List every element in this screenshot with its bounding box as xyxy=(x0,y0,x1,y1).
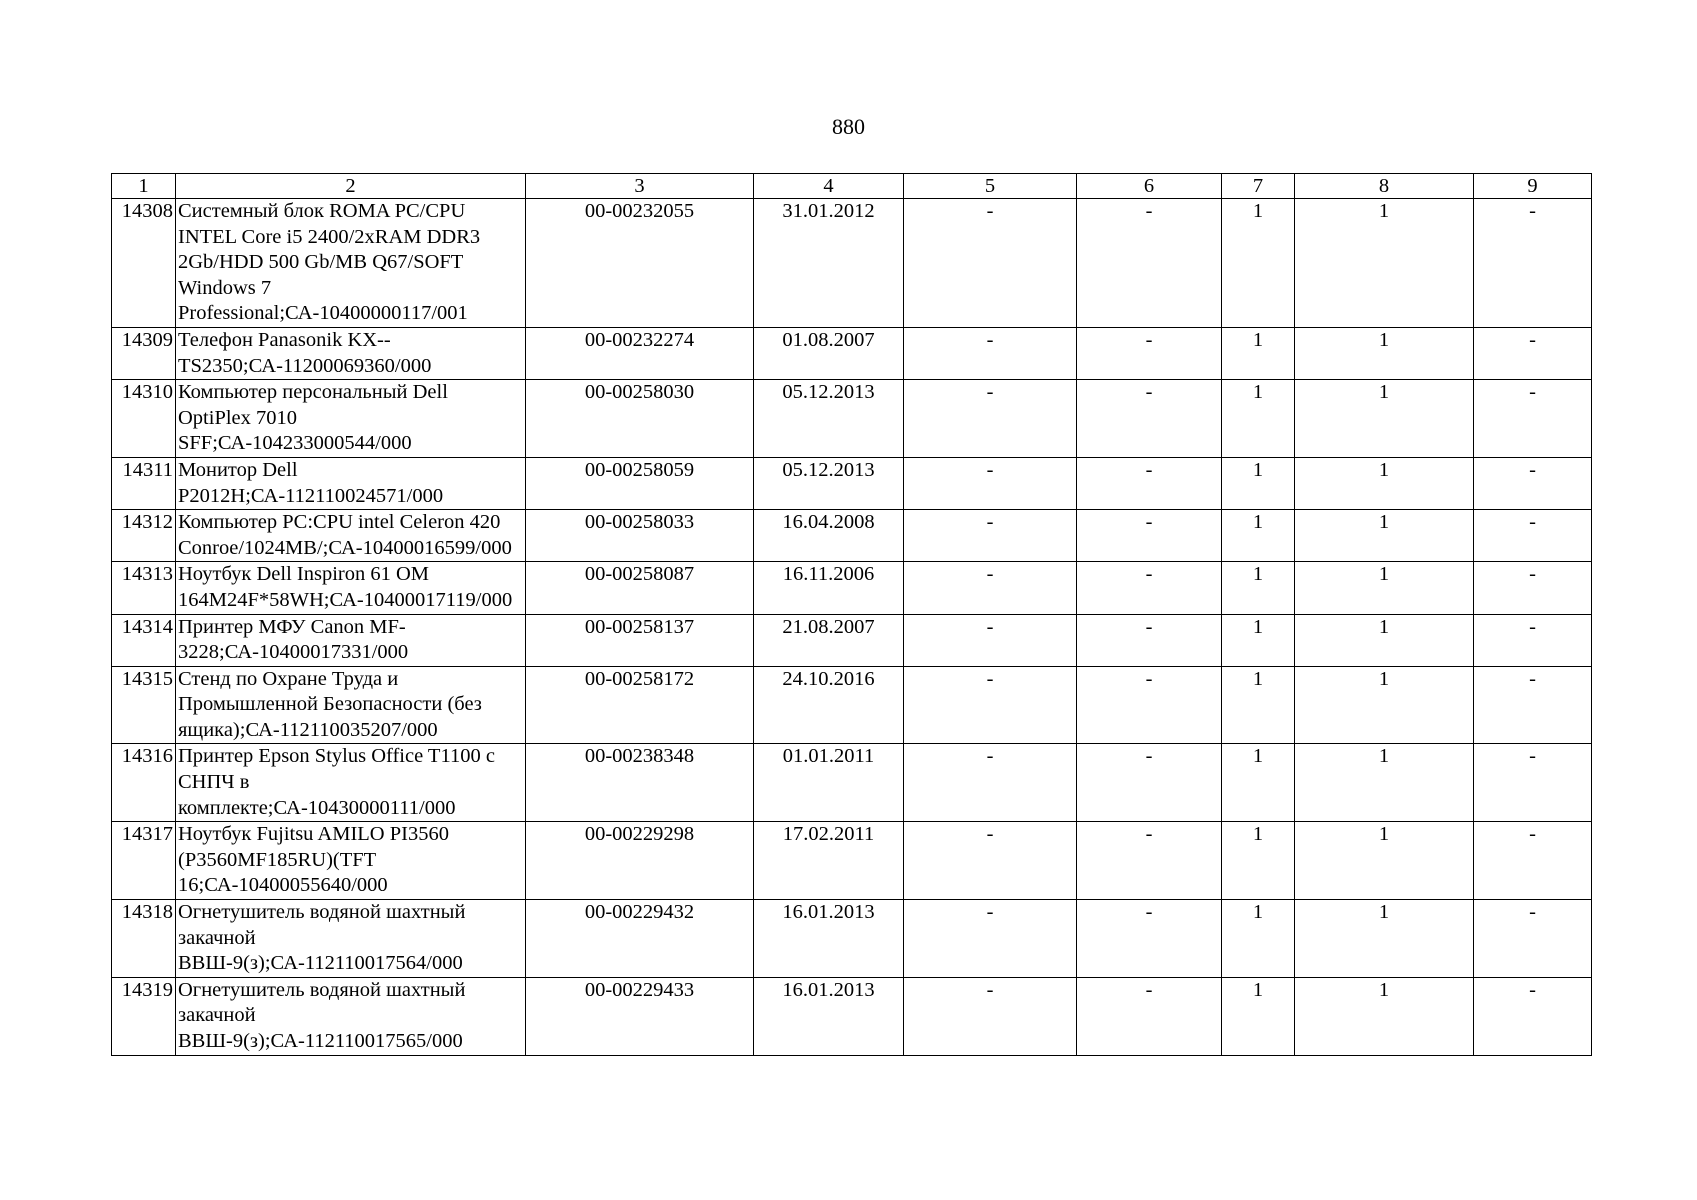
column-6-cell: - xyxy=(1077,457,1222,509)
date-cell: 05.12.2013 xyxy=(754,380,904,458)
table-row xyxy=(112,562,1592,614)
column-6-cell: - xyxy=(1077,822,1222,900)
table-row xyxy=(112,900,1592,978)
column-7-cell: 1 xyxy=(1222,199,1295,328)
column-8-cell: 1 xyxy=(1295,380,1474,458)
column-header-2: 2 xyxy=(176,174,526,199)
column-7-cell: 1 xyxy=(1222,900,1295,978)
column-5-cell: - xyxy=(904,977,1077,1055)
column-8-cell: 1 xyxy=(1295,510,1474,562)
column-7-cell: 1 xyxy=(1222,614,1295,666)
column-5-cell: - xyxy=(904,744,1077,822)
column-7-cell: 1 xyxy=(1222,327,1295,379)
inventory-code-cell: 00-00229298 xyxy=(526,822,754,900)
column-5-cell: - xyxy=(904,510,1077,562)
column-header-1: 1 xyxy=(112,174,176,199)
column-9-cell: - xyxy=(1474,510,1592,562)
row-number-cell: 14317 xyxy=(112,822,176,900)
column-5-cell: - xyxy=(904,199,1077,328)
table-row xyxy=(112,977,1592,1055)
column-7-cell: 1 xyxy=(1222,380,1295,458)
inventory-code-cell: 00-00232055 xyxy=(526,199,754,328)
column-8-cell: 1 xyxy=(1295,457,1474,509)
table-body xyxy=(112,199,1592,1056)
item-name-cell: Ноутбук Dell Inspiron 61 OM 164M24F*58WH;СА-10400017119/000 xyxy=(176,562,526,614)
item-name-cell: Принтер Epson Stylus Office T1100 с СНПЧ в комплекте;СА-10430000111/000 xyxy=(176,744,526,822)
column-8-cell: 1 xyxy=(1295,562,1474,614)
date-cell: 16.01.2013 xyxy=(754,977,904,1055)
column-header-7: 7 xyxy=(1222,174,1295,199)
page-number: 880 xyxy=(832,114,865,139)
date-cell: 16.04.2008 xyxy=(754,510,904,562)
row-number-cell: 14311 xyxy=(112,457,176,509)
inventory-code-cell: 00-00258137 xyxy=(526,614,754,666)
item-name-cell: Телефон Panasonik KX--TS2350;СА-11200069360/000 xyxy=(176,327,526,379)
item-name-cell: Монитор Dell P2012H;СА-112110024571/000 xyxy=(176,457,526,509)
row-number-cell: 14310 xyxy=(112,380,176,458)
item-name-cell: Стенд по Охране Труда и Промышленной Безопасности (без ящика);СА-112110035207/000 xyxy=(176,666,526,744)
inventory-code-cell: 00-00258059 xyxy=(526,457,754,509)
column-6-cell: - xyxy=(1077,510,1222,562)
table-row xyxy=(112,614,1592,666)
row-number-cell: 14315 xyxy=(112,666,176,744)
inventory-code-cell: 00-00229433 xyxy=(526,977,754,1055)
column-9-cell: - xyxy=(1474,327,1592,379)
item-name-cell: Ноутбук Fujitsu AMILO PI3560 (P3560MF185RU)(TFT 16;СА-10400055640/000 xyxy=(176,822,526,900)
column-8-cell: 1 xyxy=(1295,900,1474,978)
column-5-cell: - xyxy=(904,380,1077,458)
inventory-table xyxy=(111,173,1592,1056)
column-9-cell: - xyxy=(1474,562,1592,614)
inventory-code-cell: 00-00258172 xyxy=(526,666,754,744)
column-6-cell: - xyxy=(1077,327,1222,379)
date-cell: 16.01.2013 xyxy=(754,900,904,978)
column-9-cell: - xyxy=(1474,744,1592,822)
column-9-cell: - xyxy=(1474,614,1592,666)
row-number-cell: 14309 xyxy=(112,327,176,379)
column-5-cell: - xyxy=(904,822,1077,900)
row-number-cell: 14314 xyxy=(112,614,176,666)
row-number-cell: 14312 xyxy=(112,510,176,562)
date-cell: 05.12.2013 xyxy=(754,457,904,509)
row-number-cell: 14313 xyxy=(112,562,176,614)
inventory-code-cell: 00-00258033 xyxy=(526,510,754,562)
column-5-cell: - xyxy=(904,457,1077,509)
column-7-cell: 1 xyxy=(1222,666,1295,744)
column-9-cell: - xyxy=(1474,822,1592,900)
column-5-cell: - xyxy=(904,614,1077,666)
column-7-cell: 1 xyxy=(1222,822,1295,900)
column-7-cell: 1 xyxy=(1222,744,1295,822)
column-8-cell: 1 xyxy=(1295,822,1474,900)
column-8-cell: 1 xyxy=(1295,199,1474,328)
row-number-cell: 14308 xyxy=(112,199,176,328)
item-name-cell: Огнетушитель водяной шахтный закачной ВВШ-9(з);СА-112110017564/000 xyxy=(176,900,526,978)
inventory-code-cell: 00-00229432 xyxy=(526,900,754,978)
row-number-cell: 14318 xyxy=(112,900,176,978)
item-name-cell: Компьютер персональный Dell OptiPlex 7010 SFF;СА-104233000544/000 xyxy=(176,380,526,458)
table-row xyxy=(112,327,1592,379)
column-7-cell: 1 xyxy=(1222,457,1295,509)
table-header xyxy=(112,174,1592,199)
date-cell: 01.01.2011 xyxy=(754,744,904,822)
column-5-cell: - xyxy=(904,666,1077,744)
item-name-cell: Системный блок ROMA PC/CPU INTEL Core i5 2400/2xRAM DDR3 2Gb/HDD 500 Gb/MB Q67/SOFT Windows 7 Professional;СА-10400000117/001 xyxy=(176,199,526,328)
row-number-cell: 14319 xyxy=(112,977,176,1055)
item-name-cell: Компьютер PC:CPU intel Celeron 420 Conroe/1024MB/;СА-10400016599/000 xyxy=(176,510,526,562)
column-9-cell: - xyxy=(1474,457,1592,509)
table-row xyxy=(112,457,1592,509)
column-7-cell: 1 xyxy=(1222,510,1295,562)
item-name-cell: Принтер МФУ Canon MF-3228;СА-10400017331/000 xyxy=(176,614,526,666)
column-8-cell: 1 xyxy=(1295,327,1474,379)
column-8-cell: 1 xyxy=(1295,666,1474,744)
column-8-cell: 1 xyxy=(1295,744,1474,822)
header-row xyxy=(112,174,1592,199)
column-6-cell: - xyxy=(1077,614,1222,666)
item-name-cell: Огнетушитель водяной шахтный закачной ВВШ-9(з);СА-112110017565/000 xyxy=(176,977,526,1055)
column-8-cell: 1 xyxy=(1295,614,1474,666)
column-6-cell: - xyxy=(1077,380,1222,458)
column-5-cell: - xyxy=(904,327,1077,379)
inventory-code-cell: 00-00238348 xyxy=(526,744,754,822)
table-row xyxy=(112,822,1592,900)
row-number-cell: 14316 xyxy=(112,744,176,822)
table-row xyxy=(112,666,1592,744)
date-cell: 01.08.2007 xyxy=(754,327,904,379)
inventory-code-cell: 00-00258087 xyxy=(526,562,754,614)
column-9-cell: - xyxy=(1474,666,1592,744)
inventory-code-cell: 00-00258030 xyxy=(526,380,754,458)
table-row xyxy=(112,744,1592,822)
column-header-8: 8 xyxy=(1295,174,1474,199)
table-row xyxy=(112,510,1592,562)
column-6-cell: - xyxy=(1077,977,1222,1055)
inventory-code-cell: 00-00232274 xyxy=(526,327,754,379)
column-9-cell: - xyxy=(1474,199,1592,328)
column-header-6: 6 xyxy=(1077,174,1222,199)
column-header-5: 5 xyxy=(904,174,1077,199)
column-7-cell: 1 xyxy=(1222,562,1295,614)
column-5-cell: - xyxy=(904,562,1077,614)
column-9-cell: - xyxy=(1474,380,1592,458)
column-6-cell: - xyxy=(1077,666,1222,744)
date-cell: 31.01.2012 xyxy=(754,199,904,328)
column-header-3: 3 xyxy=(526,174,754,199)
column-6-cell: - xyxy=(1077,562,1222,614)
column-5-cell: - xyxy=(904,900,1077,978)
date-cell: 17.02.2011 xyxy=(754,822,904,900)
column-6-cell: - xyxy=(1077,900,1222,978)
column-header-9: 9 xyxy=(1474,174,1592,199)
column-6-cell: - xyxy=(1077,199,1222,328)
column-9-cell: - xyxy=(1474,977,1592,1055)
column-6-cell: - xyxy=(1077,744,1222,822)
column-7-cell: 1 xyxy=(1222,977,1295,1055)
date-cell: 21.08.2007 xyxy=(754,614,904,666)
date-cell: 24.10.2016 xyxy=(754,666,904,744)
table-row xyxy=(112,199,1592,328)
table-row xyxy=(112,380,1592,458)
column-9-cell: - xyxy=(1474,900,1592,978)
column-8-cell: 1 xyxy=(1295,977,1474,1055)
column-header-4: 4 xyxy=(754,174,904,199)
date-cell: 16.11.2006 xyxy=(754,562,904,614)
